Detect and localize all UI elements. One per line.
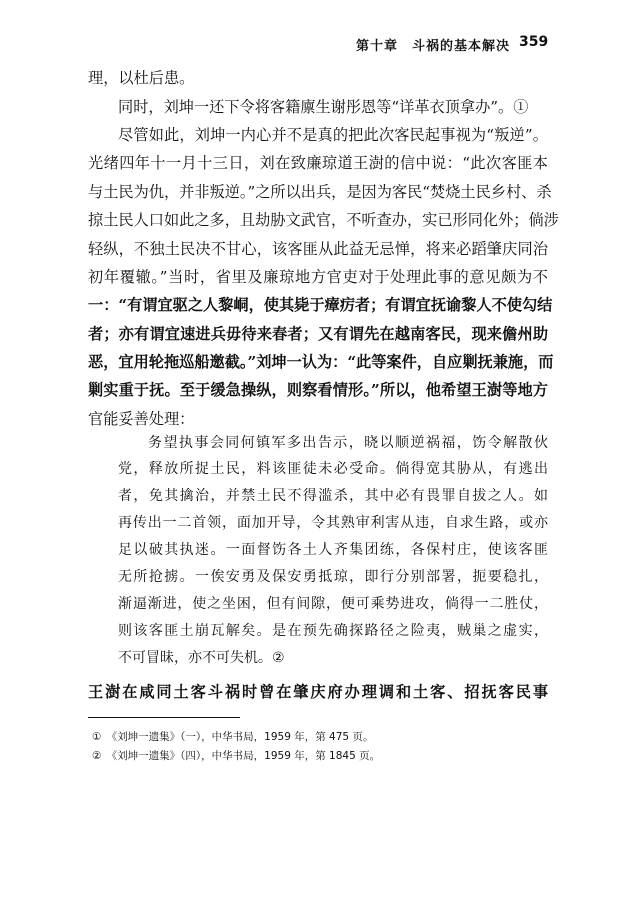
footnote-divider [88,717,240,718]
body-line: 同时，刘坤一还下令将客籍廪生谢彤恩等“详革衣顶拿办”。① [118,98,529,116]
body-line: 恶，宜用轮拖巡船邀截。”刘坤一认为：“此等案件，自应剿抚兼施，而 [88,353,554,371]
footnote: ② 《刘坤一遗集》（四），中华书局，1959 年，第 1845 页。 [92,750,381,762]
quote-line: 不可冒昧，亦不可失机。② [118,650,285,666]
body-line: 者；亦有谓宜速进兵毋待来春者；又有谓先在越南客民，现来儋州助 [88,325,548,343]
body-line: 剿实重于抚。至于缓急操纵，则察看情形。”所以，他希望王澍等地方 [88,381,548,399]
chapter-title: 第十章 斗祸的基本解决 [356,39,511,54]
body-line: 轻纵，不独土民决不甘心，该客匪从此益无忌惮，将来必蹈肇庆同治 [88,240,548,258]
body-line: 一：“有谓宜驱之人黎峒，使其毙于瘴疠者；有谓宜抚谕黎人不使勾结 [88,296,553,314]
quote-line: 务望执事会同何镇军多出告示，晓以顺逆祸福，饬令解散伙 [148,435,548,451]
body-line: 官能妥善处理： [88,410,195,428]
quote-line: 无所抢掳。一俟安勇及保安勇抵琼，即行分别部署，扼要稳扎， [118,569,548,585]
quote-line: 者，免其擒治，并禁土民不得滥杀，其中必有畏罪自拔之人。如 [118,488,548,504]
quote-line: 渐逼渐进，使之坐困，但有间隙，便可乘势进攻，倘得一二胜仗， [118,596,548,612]
quote-line: 党，释放所捉土民，料该匪徒未必受命。倘得宽其胁从，有逃出 [118,461,548,477]
body-line: 尽管如此，刘坤一内心并不是真的把此次客民起事视为“叛逆”。 [118,126,548,144]
quote-line: 再传出一二首领，面加开导，令其熟审利害从违，自求生路，或亦 [118,515,548,531]
closing-line: 王澍在咸同土客斗祸时曾在肇庆府办理调和土客、招抚客民事 [88,683,548,701]
footnote: ① 《刘坤一遗集》（一），中华书局，1959 年，第 475 页。 [92,731,374,743]
body-line: 理，以杜后患。 [88,69,195,87]
body-line: 与土民为仇，并非叛逆。”之所以出兵，是因为客民“焚烧土民乡村、杀 [88,183,552,201]
body-line: 光绪四年十一月十三日，刘在致廉琼道王澍的信中说：“此次客匪本 [88,154,548,172]
page-header [0,33,636,53]
body-line: 掠土民人口如此之多，且劫胁文武官，不听查办，实已形同化外；倘涉 [88,211,559,229]
body-line: 初年覆辙。”当时，省里及廉琼地方官吏对于处理此事的意见颇为不 [88,268,548,286]
quote-line: 足以破其执迷。一面督饬各土人齐集团练，各保村庄，使该客匪 [118,542,548,558]
page-number: 359 [519,34,549,50]
quote-line: 则该客匪土崩瓦解矣。是在预先确探路径之险夷，贼巢之虚实， [118,623,548,639]
